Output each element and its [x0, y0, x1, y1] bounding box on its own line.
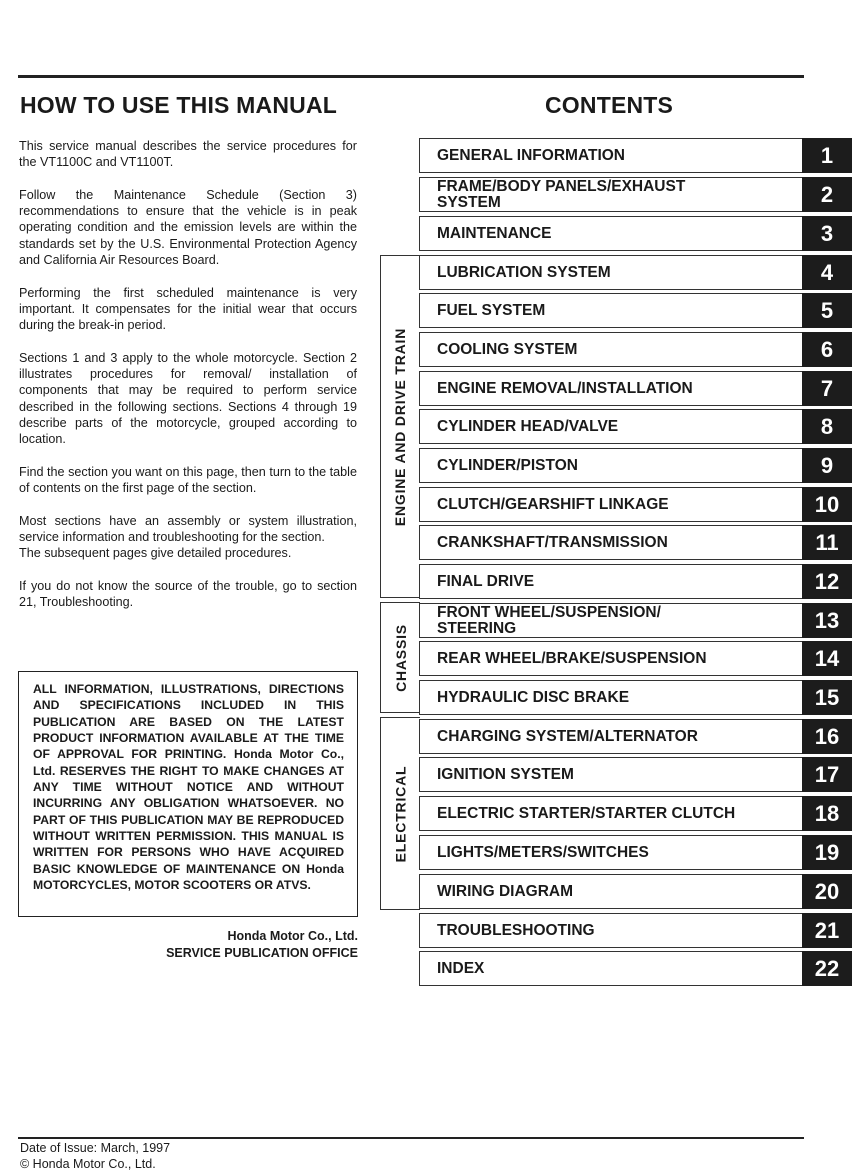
toc-label: LUBRICATION SYSTEM — [437, 263, 611, 281]
toc-row-clutch-gearshift[interactable] — [419, 487, 852, 522]
toc-row-cylinder-piston[interactable] — [419, 448, 852, 483]
toc-tab-number: 2 — [802, 177, 852, 212]
toc-tab-number: 3 — [802, 216, 852, 251]
toc-label: CLUTCH/GEARSHIFT LINKAGE — [437, 495, 669, 513]
toc-tab-number: 5 — [802, 293, 852, 328]
intro-paragraph: Performing the first scheduled maintenance is very important. It compensates for the initial wear that occurs during the break-in period. — [19, 285, 357, 333]
toc-tab-number: 22 — [802, 951, 852, 986]
group-electrical-label: ELECTRICAL — [392, 765, 409, 862]
toc-row-hydraulic-disc-brake[interactable] — [419, 680, 852, 715]
toc-tab-number: 18 — [802, 796, 852, 831]
toc-row-cylinder-head[interactable] — [419, 409, 852, 444]
group-chassis-label: CHASSIS — [392, 623, 409, 692]
toc-tab-number: 8 — [802, 409, 852, 444]
signature-office: SERVICE PUBLICATION OFFICE — [166, 945, 358, 960]
toc-row-fuel-system[interactable] — [419, 293, 852, 328]
toc-label: GENERAL INFORMATION — [437, 146, 626, 164]
toc-label: HYDRAULIC DISC BRAKE — [437, 688, 630, 706]
toc-tab-number: 11 — [802, 525, 852, 560]
legal-notice-box: ALL INFORMATION, ILLUSTRATIONS, DIRECTIONS AND SPECIFICATIONS INCLUDED IN THIS PUBLICATION ARE BASED ON THE LATEST PRODUCT INFORMATION AVAILABLE AT THE TIME OF APPROVAL FOR PRINTING. Honda Motor Co., Ltd. RESERVES THE RIGHT TO MAKE CHANGES AT ANY TIME WITHOUT NOTICE AND WITHOUT INCURRING ANY OBLIGATION WHATSOEVER. NO PART OF THIS PUBLICATION MAY BE REPRODUCED WITHOUT WRITTEN PERMISSION. THIS MANUAL IS WRITTEN FOR PERSONS WHO HAVE ACQUIRED BASIC KNOWLEDGE OF MAINTENANCE ON Honda MOTORCYCLES, MOTOR SCOOTERS OR ATVS. — [18, 671, 358, 917]
intro-paragraph: Sections 1 and 3 apply to the whole motorcycle. Section 2 illustrates procedures for removal/ installation of components that may be required to perform service described in the following sections. Sections 4 through 19 describe parts of the motorcycle, grouped according to location. — [19, 350, 357, 447]
toc-tab-number: 13 — [802, 603, 852, 638]
toc-row-electric-starter[interactable] — [419, 796, 852, 831]
signature-company: Honda Motor Co., Ltd. — [227, 929, 358, 943]
toc-row-charging-system[interactable] — [419, 719, 852, 754]
toc-label: FUEL SYSTEM — [437, 301, 546, 319]
toc-row-index[interactable] — [419, 951, 852, 986]
toc-label: MAINTENANCE — [437, 224, 552, 242]
toc-tab-number: 17 — [802, 757, 852, 792]
toc-tab-number: 15 — [802, 680, 852, 715]
toc-row-front-wheel[interactable] — [419, 603, 852, 638]
bottom-rule — [18, 1137, 804, 1139]
toc-label: FINAL DRIVE — [437, 572, 535, 590]
intro-text — [19, 138, 357, 611]
top-rule — [18, 75, 804, 78]
toc-label: WIRING DIAGRAM — [437, 882, 574, 900]
toc-label: IGNITION SYSTEM — [437, 765, 574, 783]
toc-tab-number: 14 — [802, 641, 852, 676]
group-engine-label: ENGINE AND DRIVE TRAIN — [392, 327, 409, 526]
toc-label: CHARGING SYSTEM/ALTERNATOR — [437, 727, 698, 745]
toc-tab-number: 7 — [802, 371, 852, 406]
toc-label: INDEX — [437, 959, 485, 977]
contents-title: CONTENTS — [545, 92, 674, 118]
toc-tab-number: 20 — [802, 874, 852, 909]
group-chassis — [380, 602, 420, 713]
issue-date: Date of Issue: March, 1997 — [20, 1141, 171, 1155]
toc-tab-number: 16 — [802, 719, 852, 754]
toc-label: FRAME/BODY PANELS/EXHAUST SYSTEM — [437, 177, 686, 211]
toc-label: FRONT WHEEL/SUSPENSION/ STEERING — [437, 603, 661, 637]
toc-tab-number: 19 — [802, 835, 852, 870]
intro-paragraph: Most sections have an assembly or system illustration, service information and troubleshooting for the section. The subsequent pages give detailed procedures. — [19, 513, 357, 561]
copyright: © Honda Motor Co., Ltd. — [20, 1156, 156, 1171]
toc-row-ignition-system[interactable] — [419, 757, 852, 792]
toc-label: CYLINDER HEAD/VALVE — [437, 417, 619, 435]
toc-row-lights-meters-switches[interactable] — [419, 835, 852, 870]
group-engine-drive-train — [380, 255, 420, 598]
toc-tab-number: 12 — [802, 564, 852, 599]
how-to-use-title: HOW TO USE THIS MANUAL — [20, 92, 338, 118]
toc-tab-number: 9 — [802, 448, 852, 483]
toc-tab-number: 4 — [802, 255, 852, 290]
toc-label: CYLINDER/PISTON — [437, 456, 578, 474]
toc-row-cooling-system[interactable] — [419, 332, 852, 367]
toc-row-crankshaft-transmission[interactable] — [419, 525, 852, 560]
toc-row-general-information[interactable] — [419, 138, 852, 173]
toc-tab-number: 10 — [802, 487, 852, 522]
toc-label: REAR WHEEL/BRAKE/SUSPENSION — [437, 649, 707, 667]
toc-label: LIGHTS/METERS/SWITCHES — [437, 843, 649, 861]
group-electrical — [380, 717, 420, 910]
toc-row-final-drive[interactable] — [419, 564, 852, 599]
toc-label: TROUBLESHOOTING — [437, 921, 595, 939]
issue-footer — [20, 1141, 170, 1172]
toc-tab-number: 1 — [802, 138, 852, 173]
toc-row-lubrication-system[interactable] — [419, 255, 852, 290]
toc-row-wiring-diagram[interactable] — [419, 874, 852, 909]
toc-row-engine-removal[interactable] — [419, 371, 852, 406]
toc-label: CRANKSHAFT/TRANSMISSION — [437, 533, 668, 551]
signature — [120, 928, 358, 961]
toc-label: COOLING SYSTEM — [437, 340, 578, 358]
toc-row-maintenance[interactable] — [419, 216, 852, 251]
toc-row-rear-wheel[interactable] — [419, 641, 852, 676]
toc-row-troubleshooting[interactable] — [419, 913, 852, 948]
intro-paragraph: Find the section you want on this page, then turn to the table of contents on the first page of the section. — [19, 464, 357, 496]
intro-paragraph: This service manual describes the service procedures for the VT1100C and VT1100T. — [19, 139, 357, 170]
toc-tab-number: 6 — [802, 332, 852, 367]
intro-paragraph: Follow the Maintenance Schedule (Section 3) recommendations to ensure that the vehicle is in peak operating condition and the emission levels are within the standards set by the U.S. Environmental Protection Agency and California Air Resources Board. — [19, 187, 357, 268]
toc-label: ELECTRIC STARTER/STARTER CLUTCH — [437, 804, 736, 822]
toc-row-frame-body-panels[interactable] — [419, 177, 852, 212]
toc-label: ENGINE REMOVAL/INSTALLATION — [437, 379, 693, 397]
toc-tab-number: 21 — [802, 913, 852, 948]
intro-paragraph: If you do not know the source of the trouble, go to section 21, Troubleshooting. — [19, 579, 357, 610]
